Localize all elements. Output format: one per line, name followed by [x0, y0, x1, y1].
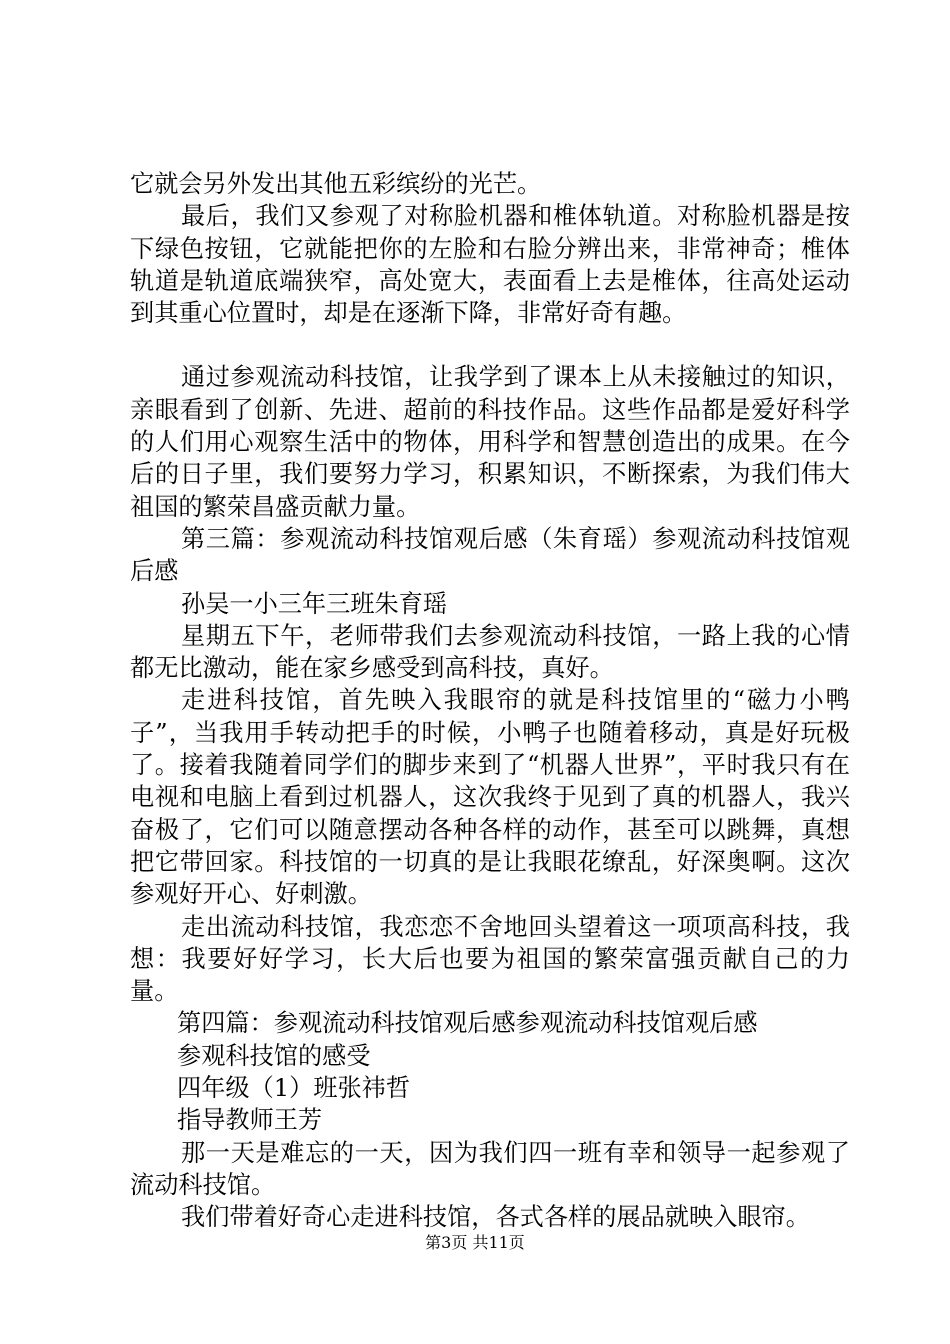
section-heading-part-three: 第三篇：参观流动科技馆观后感（朱育瑶）参观流动科技馆观后感 — [130, 524, 850, 586]
section-heading-part-four: 第四篇：参观流动科技馆观后感参观流动科技馆观后感 — [177, 1009, 758, 1038]
paragraph-conclusion: 通过参观流动科技馆，让我学到了课本上从未接触过的知识，亲眼看到了创新、先进、超前的科技作品。这些作品都是爱好科学的人们用心观察生活中的物体，用科学和智慧创造出的成果。在今后的日子里，我们要努力学习，积累知识，不断探索，为我们伟大祖国的繁荣昌盛贡献力量。 — [130, 363, 850, 521]
blank-line — [130, 329, 850, 361]
paragraph-leaving: 走出流动科技馆，我恋恋不舍地回头望着这一项项高科技，我想：我要好好学习，长大后也要为祖国的繁荣富强贡献自己的力量。 — [130, 912, 850, 1006]
teacher-line: 指导教师王芳 — [177, 1106, 323, 1135]
paragraph-museum-entry: 走进科技馆，首先映入我眼帘的就是科技馆里的“磁力小鸭子”，当我用手转动把手的时候，小鸭子也随着移动，真是好玩极了。接着我随着同学们的脚步来到了“机器人世界”，平时我只有在电视和电脑上看到过机器人，这次我终于见到了真的机器人，我兴奋极了，它们可以随意摆动各种各样的动作，甚至可以跳舞，真想把它带回家。科技馆的一切真的是让我眼花缭乱，好深奥啊。这次参观好开心、好刺激。 — [130, 686, 850, 909]
paragraph-curiosity: 我们带着好奇心走进科技馆，各式各样的展品就映入眼帘。 — [181, 1203, 810, 1232]
essay-title: 参观科技馆的感受 — [177, 1041, 371, 1070]
paragraph-friday: 星期五下午，老师带我们去参观流动科技馆，一路上我的心情都无比激动，能在家乡感受到高科技，真好。 — [130, 621, 850, 683]
author-class-line: 四年级（1）班张祎哲 — [177, 1074, 411, 1103]
author-line: 孙吴一小三年三班朱育瑶 — [181, 589, 448, 618]
paragraph-continuation: 它就会另外发出其他五彩缤纷的光芒。 — [130, 170, 542, 198]
document-body — [130, 168, 850, 1234]
page-number-footer: 第3页 共11页 — [425, 1233, 525, 1252]
paragraph-memorable-day: 那一天是难忘的一天，因为我们四一班有幸和领导一起参观了流动科技馆。 — [130, 1138, 850, 1199]
paragraph-symmetry-face: 最后，我们又参观了对称脸机器和椎体轨道。对称脸机器是按下绿色按钮，它就能把你的左脸和右脸分辨出来，非常神奇；椎体轨道是轨道底端狭窄，高处宽大，表面看上去是椎体，往高处运动到其重心位置时，却是在逐渐下降，非常好奇有趣。 — [130, 202, 850, 328]
